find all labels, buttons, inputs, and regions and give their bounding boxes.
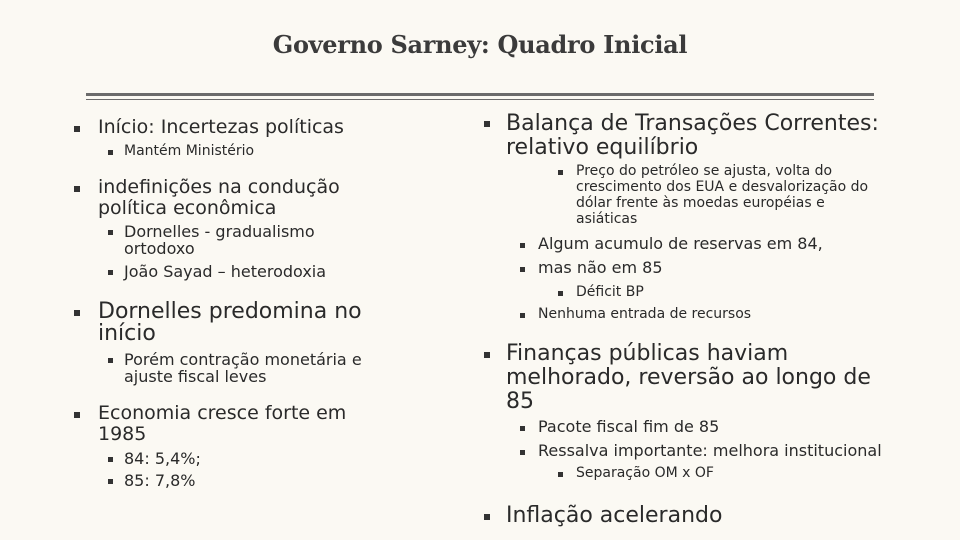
bullet-petroleo-1: Preço do petróleo se ajusta, volta do <box>576 163 833 179</box>
bullet-icon <box>108 457 113 462</box>
bullet-icon <box>74 186 80 192</box>
bullet-inflacao: Inflação acelerando <box>506 503 723 528</box>
bullet-balanca-1: Balança de Transações Correntes: <box>506 111 879 136</box>
bullet-icon <box>520 426 525 431</box>
bullet-icon <box>484 121 490 127</box>
bullet-icon <box>558 170 563 175</box>
bullet-icon <box>520 267 525 272</box>
bullet-indefinicoes-2: política econômica <box>98 197 277 219</box>
bullet-icon <box>74 310 80 316</box>
bullet-deficit: Déficit BP <box>576 284 644 300</box>
bullet-economia-2: 1985 <box>98 423 147 445</box>
bullet-icon <box>108 358 113 363</box>
bullet-petroleo-4: asiáticas <box>576 211 638 227</box>
bullet-icon <box>484 352 490 358</box>
bullet-predomina-1: Dornelles predomina no <box>98 299 362 324</box>
bullet-predomina-2: início <box>98 321 156 346</box>
slide-title: Governo Sarney: Quadro Inicial <box>272 30 688 59</box>
bullet-icon <box>558 472 563 477</box>
bullet-icon <box>108 270 113 275</box>
bullet-ressalva: Ressalva importante: melhora institucional <box>538 441 882 460</box>
bullet-nenhuma: Nenhuma entrada de recursos <box>538 306 752 322</box>
bullet-contracao-1: Porém contração monetária e <box>124 350 362 369</box>
bullet-sayad: João Sayad – heterodoxia <box>124 262 327 281</box>
bullet-dornelles-2: ortodoxo <box>124 239 195 258</box>
bullet-financas-1: Finanças públicas haviam <box>506 341 789 366</box>
title-divider-thick <box>86 93 874 96</box>
bullet-inicio: Início: Incertezas políticas <box>98 116 344 138</box>
bullet-icon <box>74 412 80 418</box>
bullet-petroleo-3: dólar frente às moedas européias e <box>576 195 825 211</box>
bullet-petroleo-2: crescimento dos EUA e desvalorização do <box>576 179 869 195</box>
bullet-icon <box>520 243 525 248</box>
bullet-indefinicoes-1: indefinições na condução <box>98 176 340 198</box>
bullet-pacote: Pacote fiscal fim de 85 <box>538 417 720 436</box>
bullet-financas-2: melhorado, reversão ao longo de <box>506 365 871 390</box>
bullet-reservas: Algum acumulo de reservas em 84, <box>538 234 823 253</box>
bullet-icon <box>74 126 80 132</box>
bullet-mas-nao: mas não em 85 <box>538 258 663 277</box>
bullet-icon <box>484 514 490 520</box>
bullet-icon <box>558 291 563 296</box>
bullet-icon <box>108 479 113 484</box>
bullet-icon <box>520 450 525 455</box>
bullet-economia-1: Economia cresce forte em <box>98 402 347 424</box>
bullet-icon <box>108 230 113 235</box>
bullet-84: 84: 5,4%; <box>124 449 201 468</box>
bullet-balanca-2: relativo equilíbrio <box>506 135 699 160</box>
bullet-contracao-2: ajuste fiscal leves <box>124 367 267 386</box>
bullet-85: 85: 7,8% <box>124 471 196 490</box>
title-divider-thin <box>86 99 874 100</box>
bullet-financas-3: 85 <box>506 389 534 414</box>
bullet-icon <box>108 150 113 155</box>
bullet-icon <box>520 313 525 318</box>
bullet-separacao: Separação OM x OF <box>576 465 714 481</box>
bullet-dornelles-1: Dornelles - gradualismo <box>124 222 315 241</box>
bullet-mantem: Mantém Ministério <box>124 143 255 159</box>
